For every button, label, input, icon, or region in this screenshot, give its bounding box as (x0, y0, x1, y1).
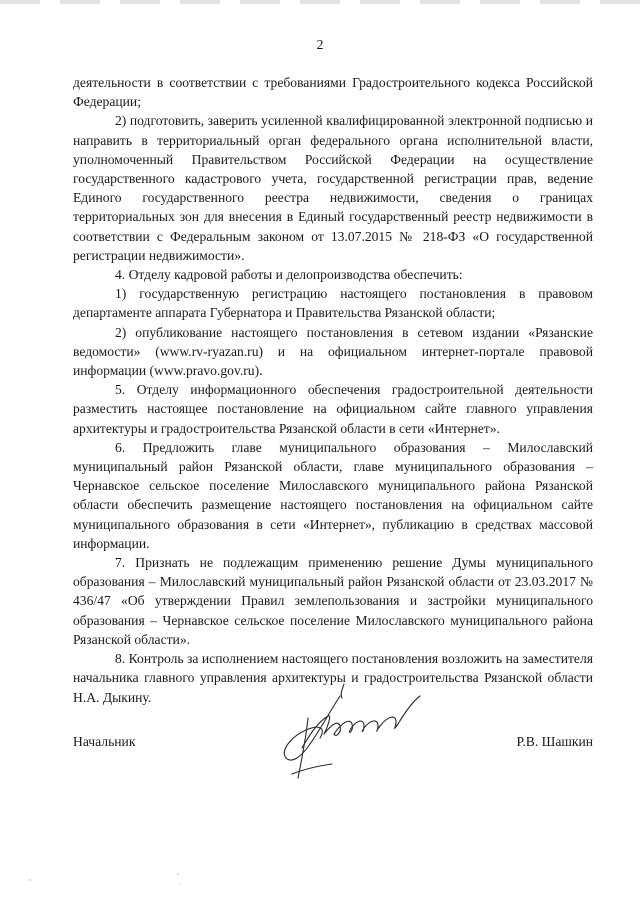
signatory-name: Р.В. Шашкин (516, 734, 593, 749)
paragraph-item-2-prepare: 2) подготовить, заверить усиленной квалифицированной электронной подписью и направить в территориальный орган федерального органа исполнительной власти, уполномоченный Правительством Российской Федерации на осуществление государственного кадастрового учета, государственной регистрации прав, ведение Единого государственного реестра недвижимости, сведения о границах территориальных зон для внесения в Единый государственный реестр недвижимости в соответствии с Федеральным законом от 13.07.2015 № 218-ФЗ «О государственной регистрации недвижимости». (73, 113, 593, 263)
signatory-title: Начальник (73, 734, 136, 749)
handwritten-signature (262, 678, 442, 788)
paragraph-item-5: 5. Отделу информационного обеспечения градостроительной деятельности разместить настоящее постановление на официальном сайте главного управления архитектуры и градостроительства Рязанской области в сети «Интернет». (73, 382, 593, 436)
paragraph-item-8: 8. Контроль за исполнением настоящего постановления возложить на заместителя начальника главного управления архитектуры и градостроительства Рязанской области Н.А. Дыкину. (73, 651, 593, 705)
signature-row (73, 734, 593, 754)
document-body (73, 73, 593, 707)
paragraph-item-4: 4. Отделу кадровой работы и делопроизводства обеспечить: (115, 267, 463, 283)
paragraph-continuation: деятельности в соответствии с требованиями Градостроительного кодекса Российской Федерации; (73, 75, 593, 110)
page-number: 2 (316, 38, 324, 53)
paragraph-item-4-1: 1) государственную регистрацию настоящего постановления в правовом департаменте аппарата Губернатора и Правительства Рязанской области; (73, 286, 593, 321)
scan-specks (0, 860, 640, 900)
scan-edge-artifact (0, 0, 640, 4)
paragraph-item-6: 6. Предложить главе муниципального образования – Милославский муниципальный район Рязанской области, главе муниципального образования – Чернавское сельское поселение Милославского муниципального района Рязанской области обеспечить размещение настоящего постановления на официальном сайте муниципального образования в сети «Интернет», публикацию в средствах массовой информации. (73, 439, 593, 551)
paragraph-item-4-2: 2) опубликование настоящего постановления в сетевом издании «Рязанские ведомости» (www.rv-ryazan.ru) и на официальном интернет-портале правовой информации (www.pravo.gov.ru). (73, 324, 593, 379)
paragraph-item-7: 7. Признать не подлежащим применению решение Думы муниципального образования – Милославский муниципальный район Рязанской области от 23.03.2017 № 436/47 «Об утверждении Правил землепользования и застройки муниципального образования – Чернавское сельское поселение Милославского муниципального района Рязанской области». (73, 555, 593, 647)
